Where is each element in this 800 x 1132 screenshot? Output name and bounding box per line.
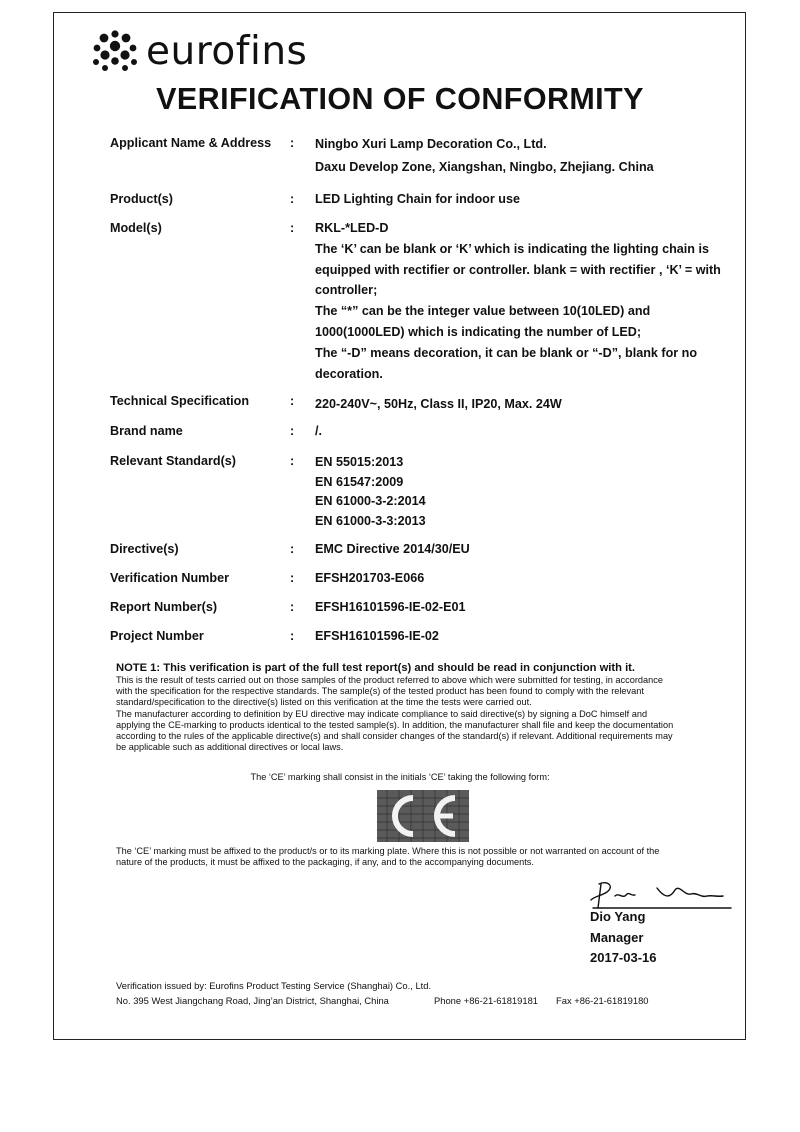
- field-colon: :: [290, 394, 295, 408]
- note-line: standard/specification to the directive(s) listed on this verification at the time the tests were carried out.: [116, 697, 532, 708]
- field-value: [315, 421, 745, 442]
- value-line: 1000(1000LED) which is indicating the number of LED;: [315, 324, 642, 339]
- note-line: The manufacturer according to definition by EU directive may indicate compliance to said directive(s) by signing a DoC himself and: [116, 708, 648, 719]
- footer-fax: Fax +86-21-61819180: [556, 995, 649, 1006]
- eurofins-dots-icon: [90, 29, 140, 73]
- value-line: EFSH16101596-IE-02: [315, 629, 439, 643]
- signature-date: 2017-03-16: [590, 950, 657, 965]
- field-value: [315, 453, 745, 531]
- note-line: nature of the products, it must be affixed to the packaging, if any, and to the accompanying documents.: [116, 857, 534, 868]
- note-heading: NOTE 1: This verification is part of the full test report(s) and should be read in conjunction with it.: [116, 662, 636, 674]
- note-line: with the specification for the respective standards. The sample(s) of the tested product has been found to comply with the relevant: [116, 686, 644, 697]
- note-line: This is the result of tests carried out on those samples of the product referred to above which were submitted for testing, in accordance: [116, 675, 663, 685]
- note-line: applying the CE-marking to products identical to the tested sample(s). In addition, the manufacturer shall file and keep the documentation: [116, 719, 674, 730]
- field-value: [315, 568, 745, 589]
- footer-phone: Phone +86-21-61819181: [434, 995, 538, 1006]
- field-colon: :: [290, 542, 295, 556]
- field-label: Brand name: [110, 424, 183, 438]
- value-line: EMC Directive 2014/30/EU: [315, 542, 470, 556]
- field-value: [315, 626, 745, 647]
- document-title: VERIFICATION OF CONFORMITY: [156, 82, 644, 116]
- value-line: LED Lighting Chain for indoor use: [315, 192, 520, 206]
- footer-issued-by: Verification issued by: Eurofins Product Testing Service (Shanghai) Co., Ltd.: [116, 980, 432, 991]
- field-value: [315, 218, 745, 384]
- note-line: be applicable such as additional directives or local laws.: [116, 742, 344, 753]
- value-line: 220-240V~, 50Hz, Class II, IP20, Max. 24W: [315, 397, 562, 411]
- field-value: [315, 189, 745, 210]
- field-label: Relevant Standard(s): [110, 454, 236, 468]
- value-line: Ningbo Xuri Lamp Decoration Co., Ltd.: [315, 137, 547, 151]
- value-line: The ‘K’ can be blank or ‘K’ which is indicating the lighting chain is: [315, 241, 709, 256]
- value-line: controller;: [315, 283, 378, 298]
- field-label: Technical Specification: [110, 394, 250, 408]
- field-value: [315, 597, 745, 618]
- field-label: Product(s): [110, 192, 173, 206]
- field-label: Applicant Name & Address: [110, 136, 272, 150]
- field-colon: :: [290, 424, 295, 438]
- field-colon: :: [290, 192, 295, 206]
- field-value: [315, 394, 745, 415]
- eurofins-logo: [90, 28, 307, 74]
- note-line: according to the rules of the applicable directive(s) and shall consider changes of the standard(s) if relevant. Additional requirements may: [116, 731, 673, 742]
- value-line: EFSH16101596-IE-02-E01: [315, 600, 466, 614]
- value-line: EN 61547:2009: [315, 474, 404, 489]
- value-line: EFSH201703-E066: [315, 571, 425, 585]
- field-colon: :: [290, 454, 295, 468]
- field-label: Project Number: [110, 629, 204, 643]
- ce-mark-icon: [377, 790, 469, 842]
- value-line: decoration.: [315, 366, 383, 381]
- field-colon: :: [290, 600, 295, 614]
- value-line: /.: [315, 424, 322, 438]
- footer-address: No. 395 West Jiangchang Road, Jing’an District, Shanghai, China: [116, 995, 389, 1006]
- field-colon: :: [290, 571, 295, 585]
- value-line: equipped with rectifier or controller. blank = with rectifier , ‘K’ = with: [315, 262, 721, 277]
- ce-intro-text: The ‘CE’ marking shall consist in the initials ‘CE’ taking the following form:: [250, 772, 550, 782]
- ce-affix-note: [116, 846, 728, 868]
- field-value: [315, 539, 745, 560]
- value-line: EN 61000-3-2:2014: [315, 494, 426, 508]
- field-label: Model(s): [110, 221, 162, 235]
- value-line: The “*” can be the integer value between 10(10LED) and: [315, 304, 651, 319]
- value-line: The “-D” means decoration, it can be blank or “-D”, blank for no: [315, 345, 698, 360]
- field-label: Verification Number: [110, 571, 229, 585]
- value-line: Daxu Develop Zone, Xiangshan, Ningbo, Zhejiang. China: [315, 160, 654, 174]
- ce-marking: [377, 790, 469, 842]
- brand-name: eurofins: [146, 28, 308, 74]
- field-colon: :: [290, 629, 295, 643]
- field-colon: :: [290, 136, 295, 150]
- field-colon: :: [290, 221, 295, 235]
- field-label: Report Number(s): [110, 600, 218, 614]
- signatory-name: Dio Yang: [590, 909, 646, 924]
- value-line: EN 61000-3-3:2013: [315, 513, 426, 528]
- note-line: The ‘CE’ marking must be affixed to the product/s or to its marking plate. Where this is not possible or not warranted on account of the: [116, 846, 660, 856]
- signatory-role: Manager: [590, 930, 644, 945]
- value-line: RKL-*LED-D: [315, 221, 389, 235]
- field-value: [315, 133, 745, 179]
- note-section: [116, 661, 728, 753]
- field-label: Directive(s): [110, 542, 179, 556]
- value-line: EN 55015:2013: [315, 455, 404, 469]
